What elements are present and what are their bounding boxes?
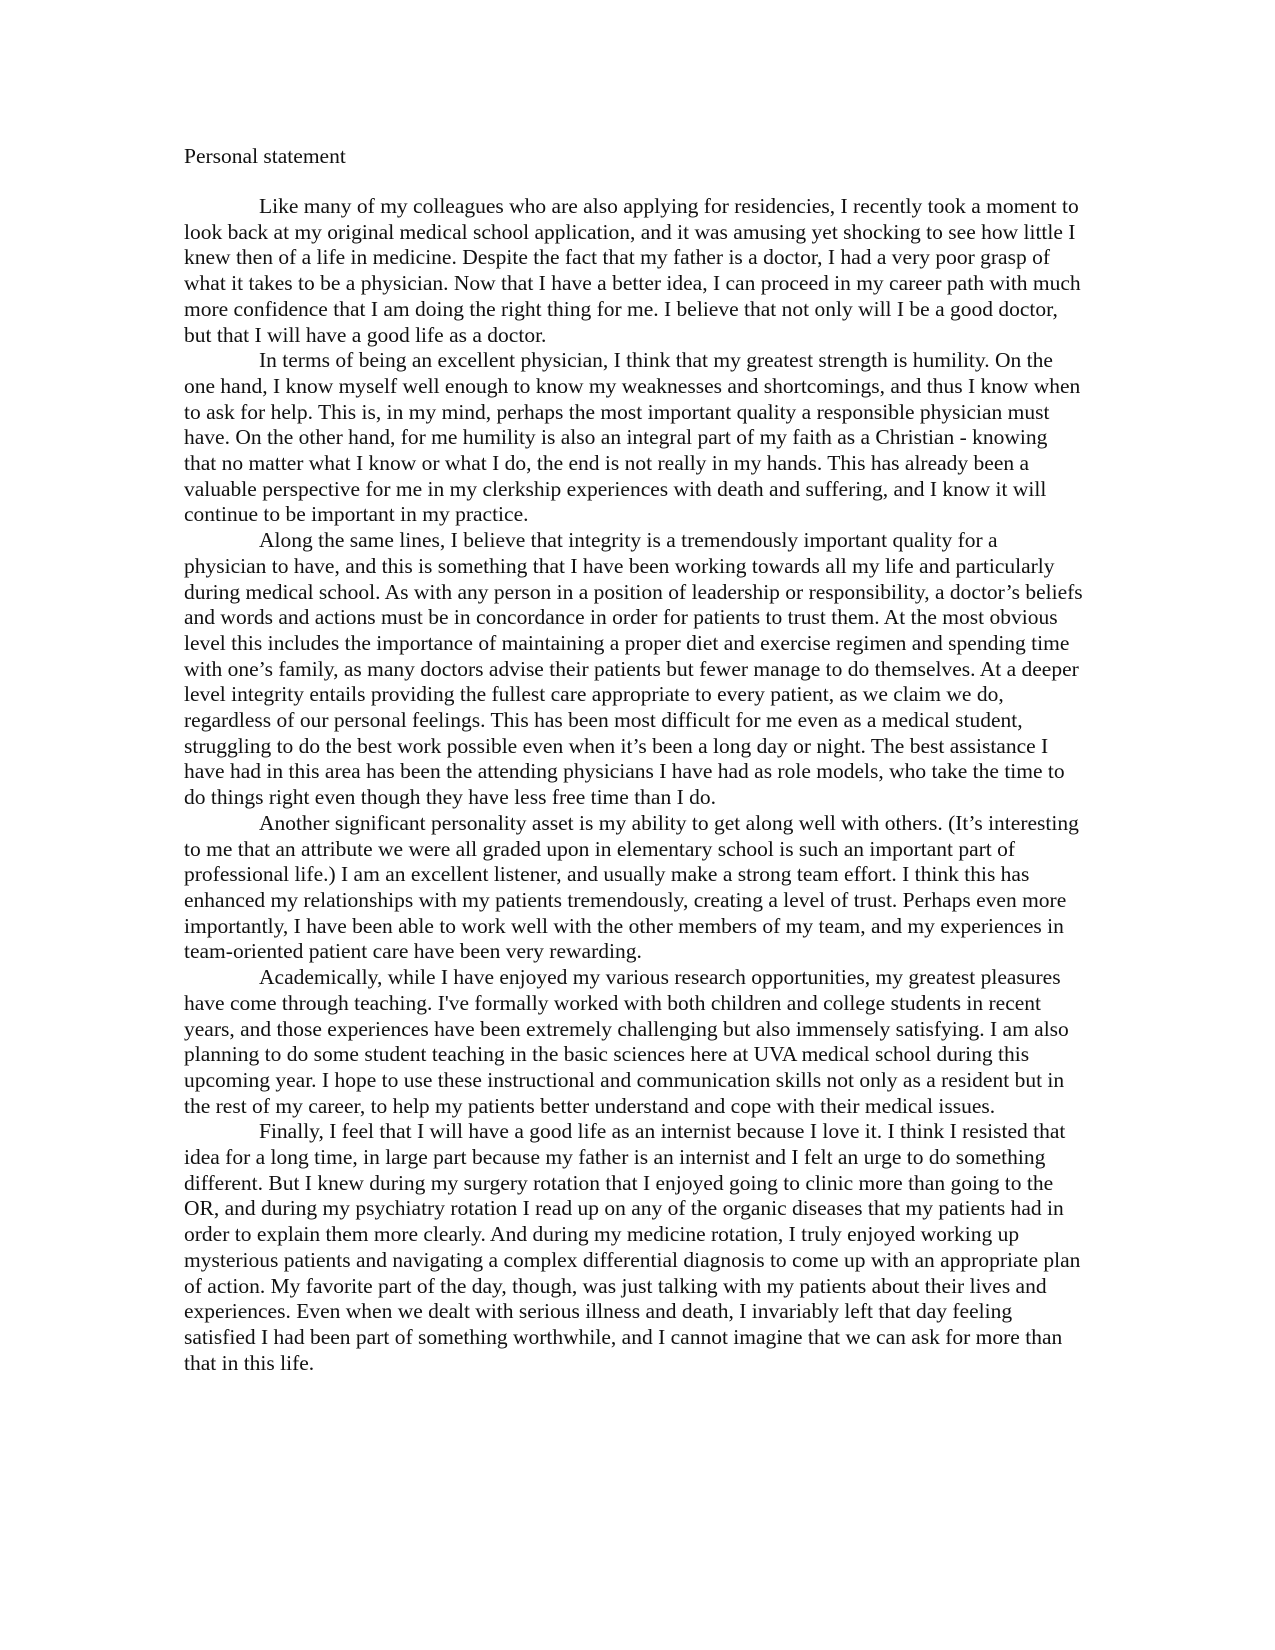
document-body — [184, 143, 1084, 1376]
paragraph-humility: In terms of being an excellent physician, I think that my greatest strength is humility. On the one hand, I know myself well enough to know my weaknesses and shortcomings, and thus I know when to ask for help. This is, in my mind, perhaps the most important quality a responsible physician must have. On the other hand, for me humility is also an integral part of my faith as a Christian - knowing that no matter what I know or what I do, the end is not really in my hands. This has already been a valuable perspective for me in my clerkship experiences with death and suffering, and I know it will continue to be important in my practice. — [184, 348, 1081, 527]
document-title: Personal statement — [184, 144, 346, 168]
paragraph-personality: Another significant personality asset is my ability to get along well with others. (It’s interesting to me that an attribute we were all graded upon in elementary school is such an important part of professional life.) I am an excellent listener, and usually make a strong team effort. I think this has enhanced my relationships with my patients tremendously, creating a level of trust. Perhaps even more importantly, I have been able to work well with the other members of my team, and my experiences in team-oriented patient care have been very rewarding. — [184, 810, 1079, 964]
paragraph-academics: Academically, while I have enjoyed my various research opportunities, my greatest pleasures have come through teaching. I've formally worked with both children and college students in recent years, and those experiences have been extremely challenging but also immensely satisfying. I am also planning to do some student teaching in the basic sciences here at UVA medical school during this upcoming year. I hope to use these instructional and communication skills not only as a resident but in the rest of my career, to help my patients better understand and cope with their medical issues. — [184, 965, 1069, 1118]
paragraph-conclusion: Finally, I feel that I will have a good life as an internist because I love it. I think I resisted that idea for a long time, in large part because my father is an internist and I felt an urge to do something different. But I knew during my surgery rotation that I enjoyed going to clinic more than going to the OR, and during my psychiatry rotation I read up on any of the organic diseases that my patients had in order to explain them more clearly. And during my medicine rotation, I truly enjoyed working up mysterious patients and navigating a complex differential diagnosis to come up with an appropriate plan of action. My favorite part of the day, though, was just talking with my patients about their lives and experiences. Even when we dealt with serious illness and death, I invariably left that day feeling satisfied I had been part of something worthwhile, and I cannot imagine that we can ask for more than that in this life. — [184, 1119, 1081, 1375]
paragraph-introduction: Like many of my colleagues who are also applying for residencies, I recently took a moment to look back at my original medical school application, and it was amusing yet shocking to see how little I knew then of a life in medicine. Despite the fact that my father is a doctor, I had a very poor grasp of what it takes to be a physician. Now that I have a better idea, I can proceed in my career path with much more confidence that I am doing the right thing for me. I believe that not only will I be a good doctor, but that I will have a good life as a doctor. — [184, 194, 1081, 347]
paragraph-integrity: Along the same lines, I believe that integrity is a tremendously important quality for a physician to have, and this is something that I have been working towards all my life and particularly during medical school. As with any person in a position of leadership or responsibility, a doctor’s beliefs and words and actions must be in concordance in order for patients to trust them. At the most obvious level this includes the importance of maintaining a proper diet and exercise regimen and spending time with one’s family, as many doctors advise their patients but fewer manage to do themselves. At a deeper level integrity entails providing the fullest care appropriate to every patient, as we claim we do, regardless of our personal feelings. This has been most difficult for me even as a medical student, struggling to do the best work possible even when it’s been a long day or night. The best assistance I have had in this area has been the attending physicians I have had as role models, who take the time to do things right even though they have less free time than I do. — [184, 528, 1083, 810]
